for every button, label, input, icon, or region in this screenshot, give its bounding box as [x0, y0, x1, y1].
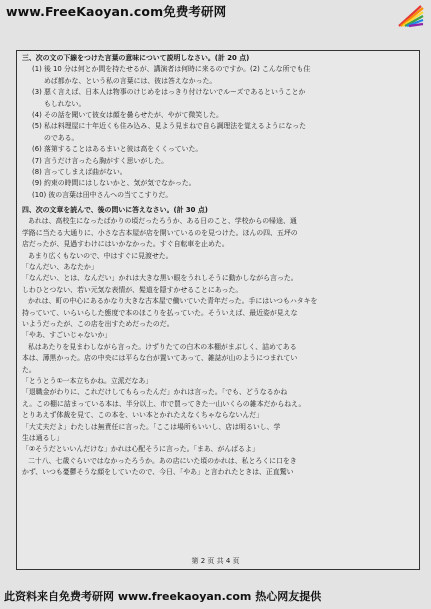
- section1-item: (1) 後 10 分は何とか間を持たせるが、講演者は何時に来るのですか。(2) こんな所でも住: [32, 65, 311, 74]
- passage-line: 私はあたりを見まわしながら言った。けずりたての白木の本棚がまぶしく、詰めてある: [28, 342, 297, 351]
- passage-line: しわひとつない、若い元気な表情が、髪道を隠すかせることにあった。: [22, 285, 243, 294]
- passage-line: 二十八、七歳ぐらいではなかったろうか。あの店にいた頃のかれは、私とろくに口をき: [28, 456, 297, 465]
- passage-line: 生は通るし」: [22, 433, 64, 442]
- passage-line: 学路に当たる大通りに、小さな古本屋が店を開いているのを見つけた。ほんの四、五坪の: [22, 228, 298, 237]
- passage-line: 「大丈夫だよ」わたしは無責任に言った。「ここは場所もいいし、店は明るいし、学: [22, 422, 281, 431]
- bottom-banner: 此资料来自免费考研网 www.freekaoyan.com 热心网友提供: [0, 586, 431, 609]
- section1-item: (8) 言ってしまえば曲がない。: [32, 167, 127, 176]
- page-number: 第 2 页 共 4 页: [191, 557, 240, 565]
- passage-line: かず、いつも憂鬱そうな顔をしていたので、今日、「やあ」と言われたときは、正直驚い: [22, 468, 294, 477]
- passage-line: 「退職金がわりに、これだけしてもらったんだ」かれは言った。「でも、どうなるかね: [22, 388, 288, 397]
- passage-line: 持っていて、いらいらした態度で本のほこりを払っていた。そういえば、最近姿が見えな: [22, 308, 298, 317]
- section1-item: めば都かな、という私の言葉には、彼は答えなかった。: [44, 76, 217, 85]
- section1-item: (3) 悪く言えば、日本人は物事のけじめをはっきり付けないでルーズであるということか: [32, 88, 306, 97]
- passage-line: え。この棚に詰まっている本は、半分以上、市で買ってきた一山いくらの雑本だからねえ。: [22, 399, 306, 408]
- section1-item: (4) その話を聞いて彼女は顔を曇らせたが、やがて微笑した。: [32, 110, 223, 119]
- site-banner: www.FreeKaoyan.com免费考研网: [6, 4, 227, 19]
- passage-line: かれは、町の中心にあるかなり大きな古本屋で働いていた青年だった。手にはいつもハタキを: [28, 297, 318, 306]
- passage-line: 本は、薄黒かった。店の中央には平らな台が置いてあって、雑誌が山のようにつまれてい: [22, 354, 298, 363]
- section1-item: のである。: [44, 133, 79, 142]
- section1-item: (9) 約束の時間にはしないかと、気が気でなかった。: [32, 179, 196, 188]
- section1-item: もしれない。: [44, 99, 86, 108]
- passage-line: あまり広くもないので、中はすぐに見渡せた。: [28, 251, 173, 260]
- passage-line: た。: [22, 365, 36, 374]
- section1-item: (6) 落第することはあるまいと彼は高をくくっていた。: [32, 145, 203, 154]
- section1-item: (5) 私は料理屋に十年近くも住み込み、見よう見まねで自ら調理法を覚えるようになった: [32, 122, 307, 131]
- section1-item: (10) 彼の言葉は田中さんへの当てこすりだ。: [32, 190, 173, 199]
- passage-line: 「とうとう①一本立ちかね。立派だなあ」: [22, 376, 153, 385]
- passage-line: とりあえず体裁を見て、この本を、いい本とかれたえなくちゃならないんだ」: [22, 411, 264, 420]
- section2-title: 四、次の文章を読んで、後の問いに答えなさい。(計 30 点): [22, 206, 208, 215]
- passage-line: 「なんだい、あなたか」: [22, 263, 98, 272]
- passage-line: 「②そうだといいんだけな」かれは心配そうに言った。「まあ、がんばるよ」: [22, 445, 259, 454]
- section1-title: 三、次の文の下線をつけた言葉の意味について説明しなさい。(計 20 点): [22, 54, 250, 62]
- section1-item: (7) 言うだけ言ったら胸がすく思いがした。: [32, 156, 168, 165]
- passage-line: あれは、高校生になったばかりの頃だったろうか、ある日のこと、学校からの帰途、通: [28, 217, 297, 226]
- passage-line: 「なんだい、とは、なんだい」かれは大きな黒い眼をうれしそうに動かしながら言った。: [22, 274, 298, 283]
- question-content: [22, 53, 414, 478]
- passage-line: いようだったが、この店を出すためだったのだ。: [22, 319, 174, 328]
- passage-line: 店だったが、見過すわけにはいかなかった。すぐ自転車を止めた。: [22, 240, 229, 249]
- rainbow-logo-icon: [395, 2, 425, 28]
- passage-line: 「やあ、すごいじゃないか」: [22, 331, 112, 340]
